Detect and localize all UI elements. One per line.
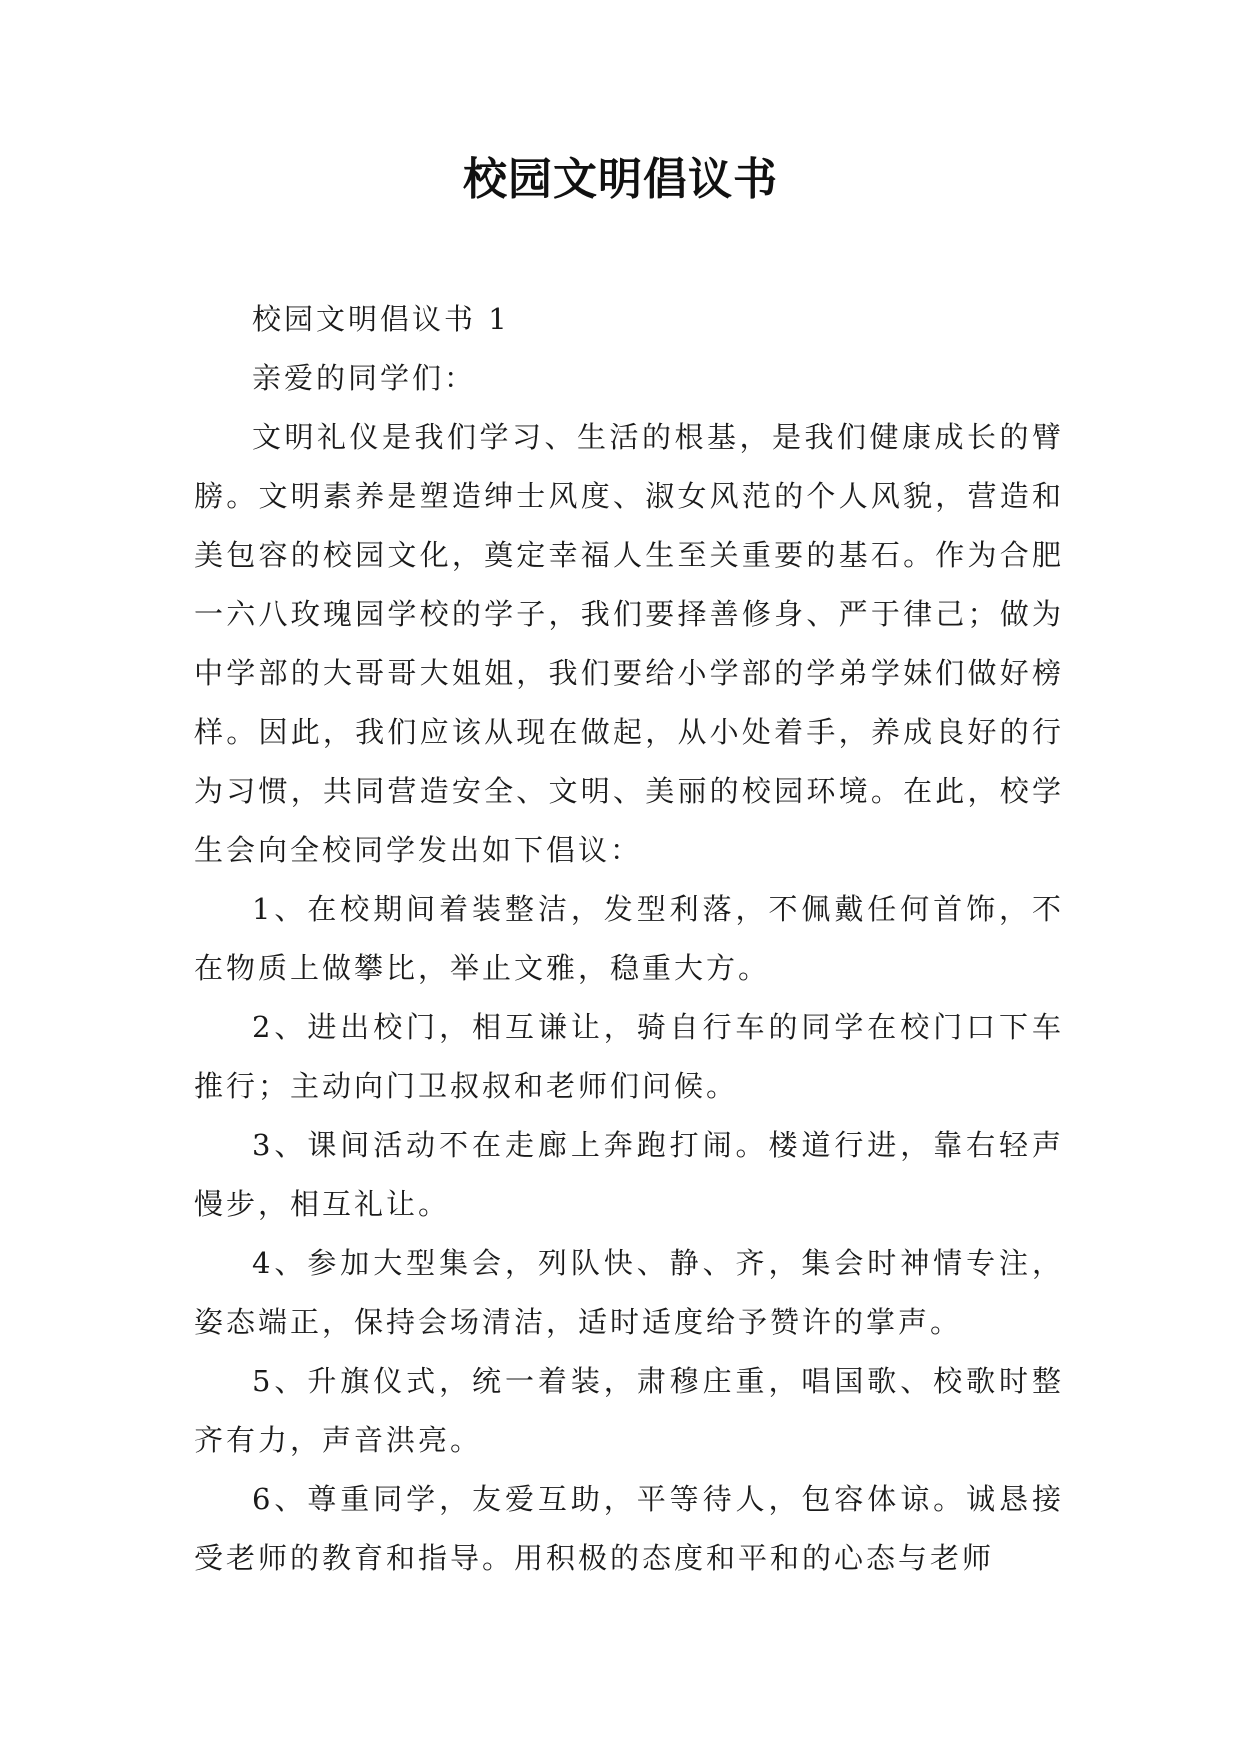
paragraph-item-5: 5、升旗仪式，统一着装，肃穆庄重，唱国歌、校歌时整齐有力，声音洪亮。 — [194, 1364, 1064, 1457]
section-heading: 校园文明倡议书 1 — [252, 302, 510, 336]
paragraph-item-6: 6、尊重同学，友爱互助，平等待人，包容体谅。诚恳接受老师的教育和指导。用积极的态度和平和的心态与老师 — [194, 1482, 1064, 1575]
paragraph-item-3: 3、课间活动不在走廊上奔跑打闹。楼道行进，靠右轻声慢步，相互礼让。 — [194, 1128, 1064, 1221]
paragraph-item-2: 2、进出校门，相互谦让，骑自行车的同学在校门口下车推行；主动向门卫叔叔和老师们问候。 — [194, 1010, 1064, 1103]
document-title: 校园文明倡议书 — [463, 154, 778, 205]
paragraph-intro: 文明礼仪是我们学习、生活的根基，是我们健康成长的臂膀。文明素养是塑造绅士风度、淑女风范的个人风貌，营造和美包容的校园文化，奠定幸福人生至关重要的基石。作为合肥一六八玫瑰园学校的学子，我们要择善修身、严于律己；做为中学部的大哥哥大姐姐，我们要给小学部的学弟学妹们做好榜样。因此，我们应该从现在做起，从小处着手，养成良好的行为习惯，共同营造安全、文明、美丽的校园环境。在此，校学生会向全校同学发出如下倡议： — [194, 420, 1064, 867]
paragraph-item-1: 1、在校期间着装整洁，发型利落，不佩戴任何首饰，不在物质上做攀比，举止文雅，稳重大方。 — [194, 892, 1064, 985]
salutation: 亲爱的同学们： — [252, 361, 477, 395]
document-body — [194, 290, 1064, 1588]
paragraph-item-4: 4、参加大型集会，列队快、静、齐，集会时神情专注，姿态端正，保持会场清洁，适时适度给予赞许的掌声。 — [194, 1246, 1064, 1339]
